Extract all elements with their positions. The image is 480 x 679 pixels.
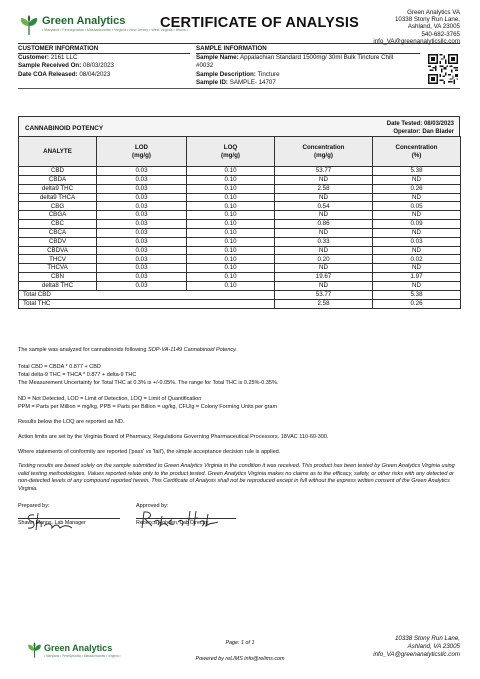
sample-name-value-2: #0032	[196, 62, 214, 70]
cell-concentration-pct: ND	[373, 246, 461, 255]
cell-analyte: CBDA	[19, 175, 97, 184]
received-value: 08/03/2023	[83, 62, 114, 70]
table-row	[19, 184, 461, 193]
header-divider	[18, 43, 460, 44]
table-row	[19, 167, 461, 176]
potency-table	[18, 136, 461, 309]
customer-info-heading: CUSTOMER INFORMATION	[18, 45, 99, 52]
date-tested: Date Tested: 08/03/2023	[386, 121, 454, 127]
sample-name-value: Appalachian Standard 1500mg/ 30ml Bulk Tincture Chill	[240, 54, 394, 61]
table-row	[19, 211, 461, 220]
cell-total-pct: 5.38	[373, 290, 461, 299]
header-logo	[18, 14, 188, 40]
cell-lod: 0.03	[97, 273, 187, 282]
cell-loq: 0.10	[187, 255, 275, 264]
footer-logo-tagline: • Maryland • Pennsylvania • Massachusetts • Virginia •	[44, 654, 121, 658]
cell-loq: 0.10	[187, 237, 275, 246]
cell-total-mg: 2.58	[275, 299, 373, 308]
measurement-uncertainty: The Measurement Uncertainty for Total THC at 0.3% is +/-0.05%. The range for Total THC is 0.25%-0.35%.	[18, 380, 279, 386]
table-total-row	[19, 290, 461, 299]
cell-lod: 0.03	[97, 220, 187, 229]
cell-concentration-mg: ND	[275, 246, 373, 255]
cell-lod: 0.03	[97, 264, 187, 273]
qr-code-icon[interactable]	[428, 54, 458, 84]
potency-title: CANNABINOID POTENCY	[25, 125, 104, 132]
disclaimer: Testing results are based solely on the sample submitted to Green Analytics Virginia in the condition it was received. This product has been tested by Green Analytics Virginia using valid testing methodologies. Values reported relate only to the product tested. Green Analytics Virginia makes no claims as to the efficacy, safety, or other risks with any detected or non-detected levels of any compound reported herein. This Certificate of Analysis shall not be reproduced except in full without the express written consent of the Green Analytics Virginia.	[18, 463, 455, 492]
footer-logo	[26, 641, 136, 667]
cell-concentration-mg: 19.67	[275, 273, 373, 282]
cell-loq: 0.10	[187, 264, 275, 273]
sample-info-heading: SAMPLE INFORMATION	[196, 45, 267, 52]
formula-total-thc: Total delta-9 THC = THCA * 0.877 + delta-9 THC	[18, 372, 137, 378]
cell-lod: 0.03	[97, 255, 187, 264]
action-limits-note: Action limits are set by the Virginia Board of Pharmacy, Regulations Governing Pharmaceutical Processors. 18VAC 110-60-300.	[18, 434, 329, 440]
approved-signature-line	[136, 518, 236, 519]
prepared-by-name: Shawn Manns, Lab Manager	[18, 520, 86, 526]
cell-concentration-mg: ND	[275, 228, 373, 237]
cell-analyte: THCV	[19, 255, 97, 264]
table-row	[19, 175, 461, 184]
cell-concentration-mg: 0.33	[275, 237, 373, 246]
cell-concentration-mg: ND	[275, 281, 373, 290]
approved-by-name: Rebecca Hobden, Lab Director	[136, 520, 209, 526]
potency-meta	[387, 120, 454, 136]
sample-desc-row	[196, 71, 280, 79]
sample-name-row	[196, 54, 393, 62]
cell-analyte: THCVA	[19, 264, 97, 273]
formula-total-cbd: Total CBD = CBDA * 0.877 + CBD	[18, 364, 101, 370]
table-row	[19, 237, 461, 246]
address-email[interactable]: info_VA@greenanalyticsllc.com	[373, 37, 460, 45]
cell-concentration-pct: 5.38	[373, 167, 461, 176]
sample-desc-value: Tincture	[257, 70, 280, 78]
cell-concentration-mg: 2.58	[275, 184, 373, 193]
table-row	[19, 255, 461, 264]
prepared-signature-line	[18, 518, 120, 519]
page-number: Page: 1 of 1	[225, 640, 255, 646]
cell-lod: 0.03	[97, 193, 187, 202]
cell-loq: 0.10	[187, 202, 275, 211]
cell-analyte: CBDVA	[19, 246, 97, 255]
operator: Operator: Dan Blader	[393, 129, 454, 135]
sample-name-row-2	[196, 62, 213, 70]
analysis-method-note: The sample was analyzed for cannabinoids following SOP-VA-1149 Cannabinoid Potency.	[18, 347, 238, 353]
col-concentration-pct: Concentration (%)	[373, 137, 461, 167]
footer-address-email[interactable]: info_VA@greenanalyticsllc.com	[373, 651, 460, 658]
cell-concentration-pct: ND	[373, 264, 461, 273]
logo-tagline: • Maryland • Pennsylvania • Massachusetts • Virginia • New Jersey • West Virginia • Illinois •	[42, 28, 188, 32]
cell-concentration-mg: ND	[275, 193, 373, 202]
released-label: Date COA Released:	[18, 70, 78, 78]
cell-concentration-mg: 0.54	[275, 202, 373, 211]
cell-concentration-pct: ND	[373, 281, 461, 290]
cell-concentration-pct: ND	[373, 228, 461, 237]
cell-concentration-mg: ND	[275, 175, 373, 184]
cell-loq: 0.10	[187, 184, 275, 193]
col-loq: LOQ (mg/g)	[187, 137, 275, 167]
table-header-row	[19, 137, 461, 167]
table-row	[19, 281, 461, 290]
cell-lod: 0.03	[97, 184, 187, 193]
cell-concentration-mg: ND	[275, 264, 373, 273]
cell-loq: 0.10	[187, 228, 275, 237]
cell-concentration-pct: ND	[373, 193, 461, 202]
cell-analyte: delta8 THC	[19, 281, 97, 290]
logo-name: Green Analytics	[42, 15, 126, 27]
cell-total-label: Total CBD	[19, 290, 275, 299]
cell-concentration-mg: 53.77	[275, 167, 373, 176]
sample-name-label: Sample Name:	[196, 54, 239, 61]
sample-id-value: SAMPLE- 14707	[229, 79, 276, 87]
table-row	[19, 202, 461, 211]
cell-concentration-mg: ND	[275, 211, 373, 220]
cell-lod: 0.03	[97, 237, 187, 246]
cell-concentration-pct: 0.09	[373, 220, 461, 229]
units-note: PPM = Parts per Million = mg/kg, PPB = Parts per Billion = ug/kg, CFU/g = Colony Forming Units per gram	[18, 404, 278, 410]
cell-concentration-mg: 0.20	[275, 255, 373, 264]
prepared-by-label: Prepared by:	[18, 503, 50, 509]
address-line: Green Analytics VA	[407, 9, 460, 16]
table-total-row	[19, 299, 461, 308]
loq-note: Results below the LOQ are reported as ND.	[18, 419, 125, 425]
cell-lod: 0.03	[97, 211, 187, 220]
footer-logo-name: Green Analytics	[44, 643, 113, 653]
address-line: Ashland, VA 23005	[407, 23, 460, 31]
footer-address-line: 10338 Stony Run Lane,	[394, 635, 460, 642]
cell-concentration-pct: 0.02	[373, 255, 461, 264]
cell-loq: 0.10	[187, 281, 275, 290]
table-row	[19, 220, 461, 229]
approved-by-label: Approved by:	[136, 503, 169, 509]
customer-row	[18, 54, 78, 62]
cell-total-label: Total THC	[19, 299, 275, 308]
cell-analyte: CBG	[19, 202, 97, 211]
customer-label: Customer:	[18, 54, 49, 61]
footer-address	[373, 635, 460, 659]
info-divider	[18, 88, 460, 89]
col-analyte: ANALYTE	[19, 137, 97, 167]
col-concentration-mg: Concentration (mg/g)	[275, 137, 373, 167]
cell-concentration-pct: 0.05	[373, 202, 461, 211]
cell-loq: 0.10	[187, 246, 275, 255]
abbreviations-note: ND = Not Detected, LOD = Limit of Detection, LOQ = Limit of Quantification	[18, 396, 202, 402]
cell-analyte: CBC	[19, 220, 97, 229]
received-row	[18, 62, 114, 70]
cell-loq: 0.10	[187, 220, 275, 229]
leaf-logo-icon	[18, 14, 40, 36]
address-phone: 540-682-3765	[421, 30, 460, 38]
footer-address-line: Ashland, VA 23005	[407, 643, 460, 650]
cell-analyte: CBGA	[19, 211, 97, 220]
cell-loq: 0.10	[187, 211, 275, 220]
cell-loq: 0.10	[187, 167, 275, 176]
cell-analyte: delta9 THCA	[19, 193, 97, 202]
cell-concentration-pct: ND	[373, 211, 461, 220]
cell-concentration-pct: 0.03	[373, 237, 461, 246]
sample-id-row	[196, 79, 276, 87]
cell-loq: 0.10	[187, 175, 275, 184]
table-row	[19, 273, 461, 282]
received-label: Sample Received On:	[18, 62, 82, 70]
customer-value: 2161 LLC	[50, 54, 78, 61]
cell-lod: 0.03	[97, 175, 187, 184]
cell-analyte: CBN	[19, 273, 97, 282]
table-row	[19, 193, 461, 202]
table-row	[19, 264, 461, 273]
document-title: CERTIFICATE OF ANALYSIS	[160, 15, 360, 31]
conformity-note: Where statements of conformity are reported ('pass' vs 'fail'), the simple acceptance decision rule is applied.	[18, 449, 281, 455]
cell-total-pct: 0.26	[373, 299, 461, 308]
address-line: 10338 Stony Run Lane,	[394, 16, 460, 24]
cell-analyte: delta9 THC	[19, 184, 97, 193]
cell-lod: 0.03	[97, 167, 187, 176]
col-lod: LOD (mg/g)	[97, 137, 187, 167]
sample-id-label: Sample ID:	[196, 79, 228, 87]
header-address	[373, 9, 460, 45]
table-row	[19, 228, 461, 237]
released-value: 08/04/2023	[79, 70, 111, 78]
table-row	[19, 246, 461, 255]
cell-concentration-pct: 0.26	[373, 184, 461, 193]
released-row	[18, 71, 110, 79]
cell-concentration-pct: 1.97	[373, 273, 461, 282]
cell-analyte: CBD	[19, 167, 97, 176]
cell-loq: 0.10	[187, 273, 275, 282]
leaf-logo-icon	[26, 641, 43, 659]
cell-concentration-pct: ND	[373, 175, 461, 184]
cell-total-mg: 53.77	[275, 290, 373, 299]
cell-lod: 0.03	[97, 228, 187, 237]
cell-loq: 0.10	[187, 193, 275, 202]
powered-by: Powered by reLIMS info@relims.com	[195, 656, 285, 662]
cell-analyte: CBDV	[19, 237, 97, 246]
cell-lod: 0.03	[97, 246, 187, 255]
sample-desc-label: Sample Description:	[196, 70, 256, 78]
cell-concentration-mg: 0.86	[275, 220, 373, 229]
cell-lod: 0.03	[97, 281, 187, 290]
cell-analyte: CBCA	[19, 228, 97, 237]
cell-lod: 0.03	[97, 202, 187, 211]
